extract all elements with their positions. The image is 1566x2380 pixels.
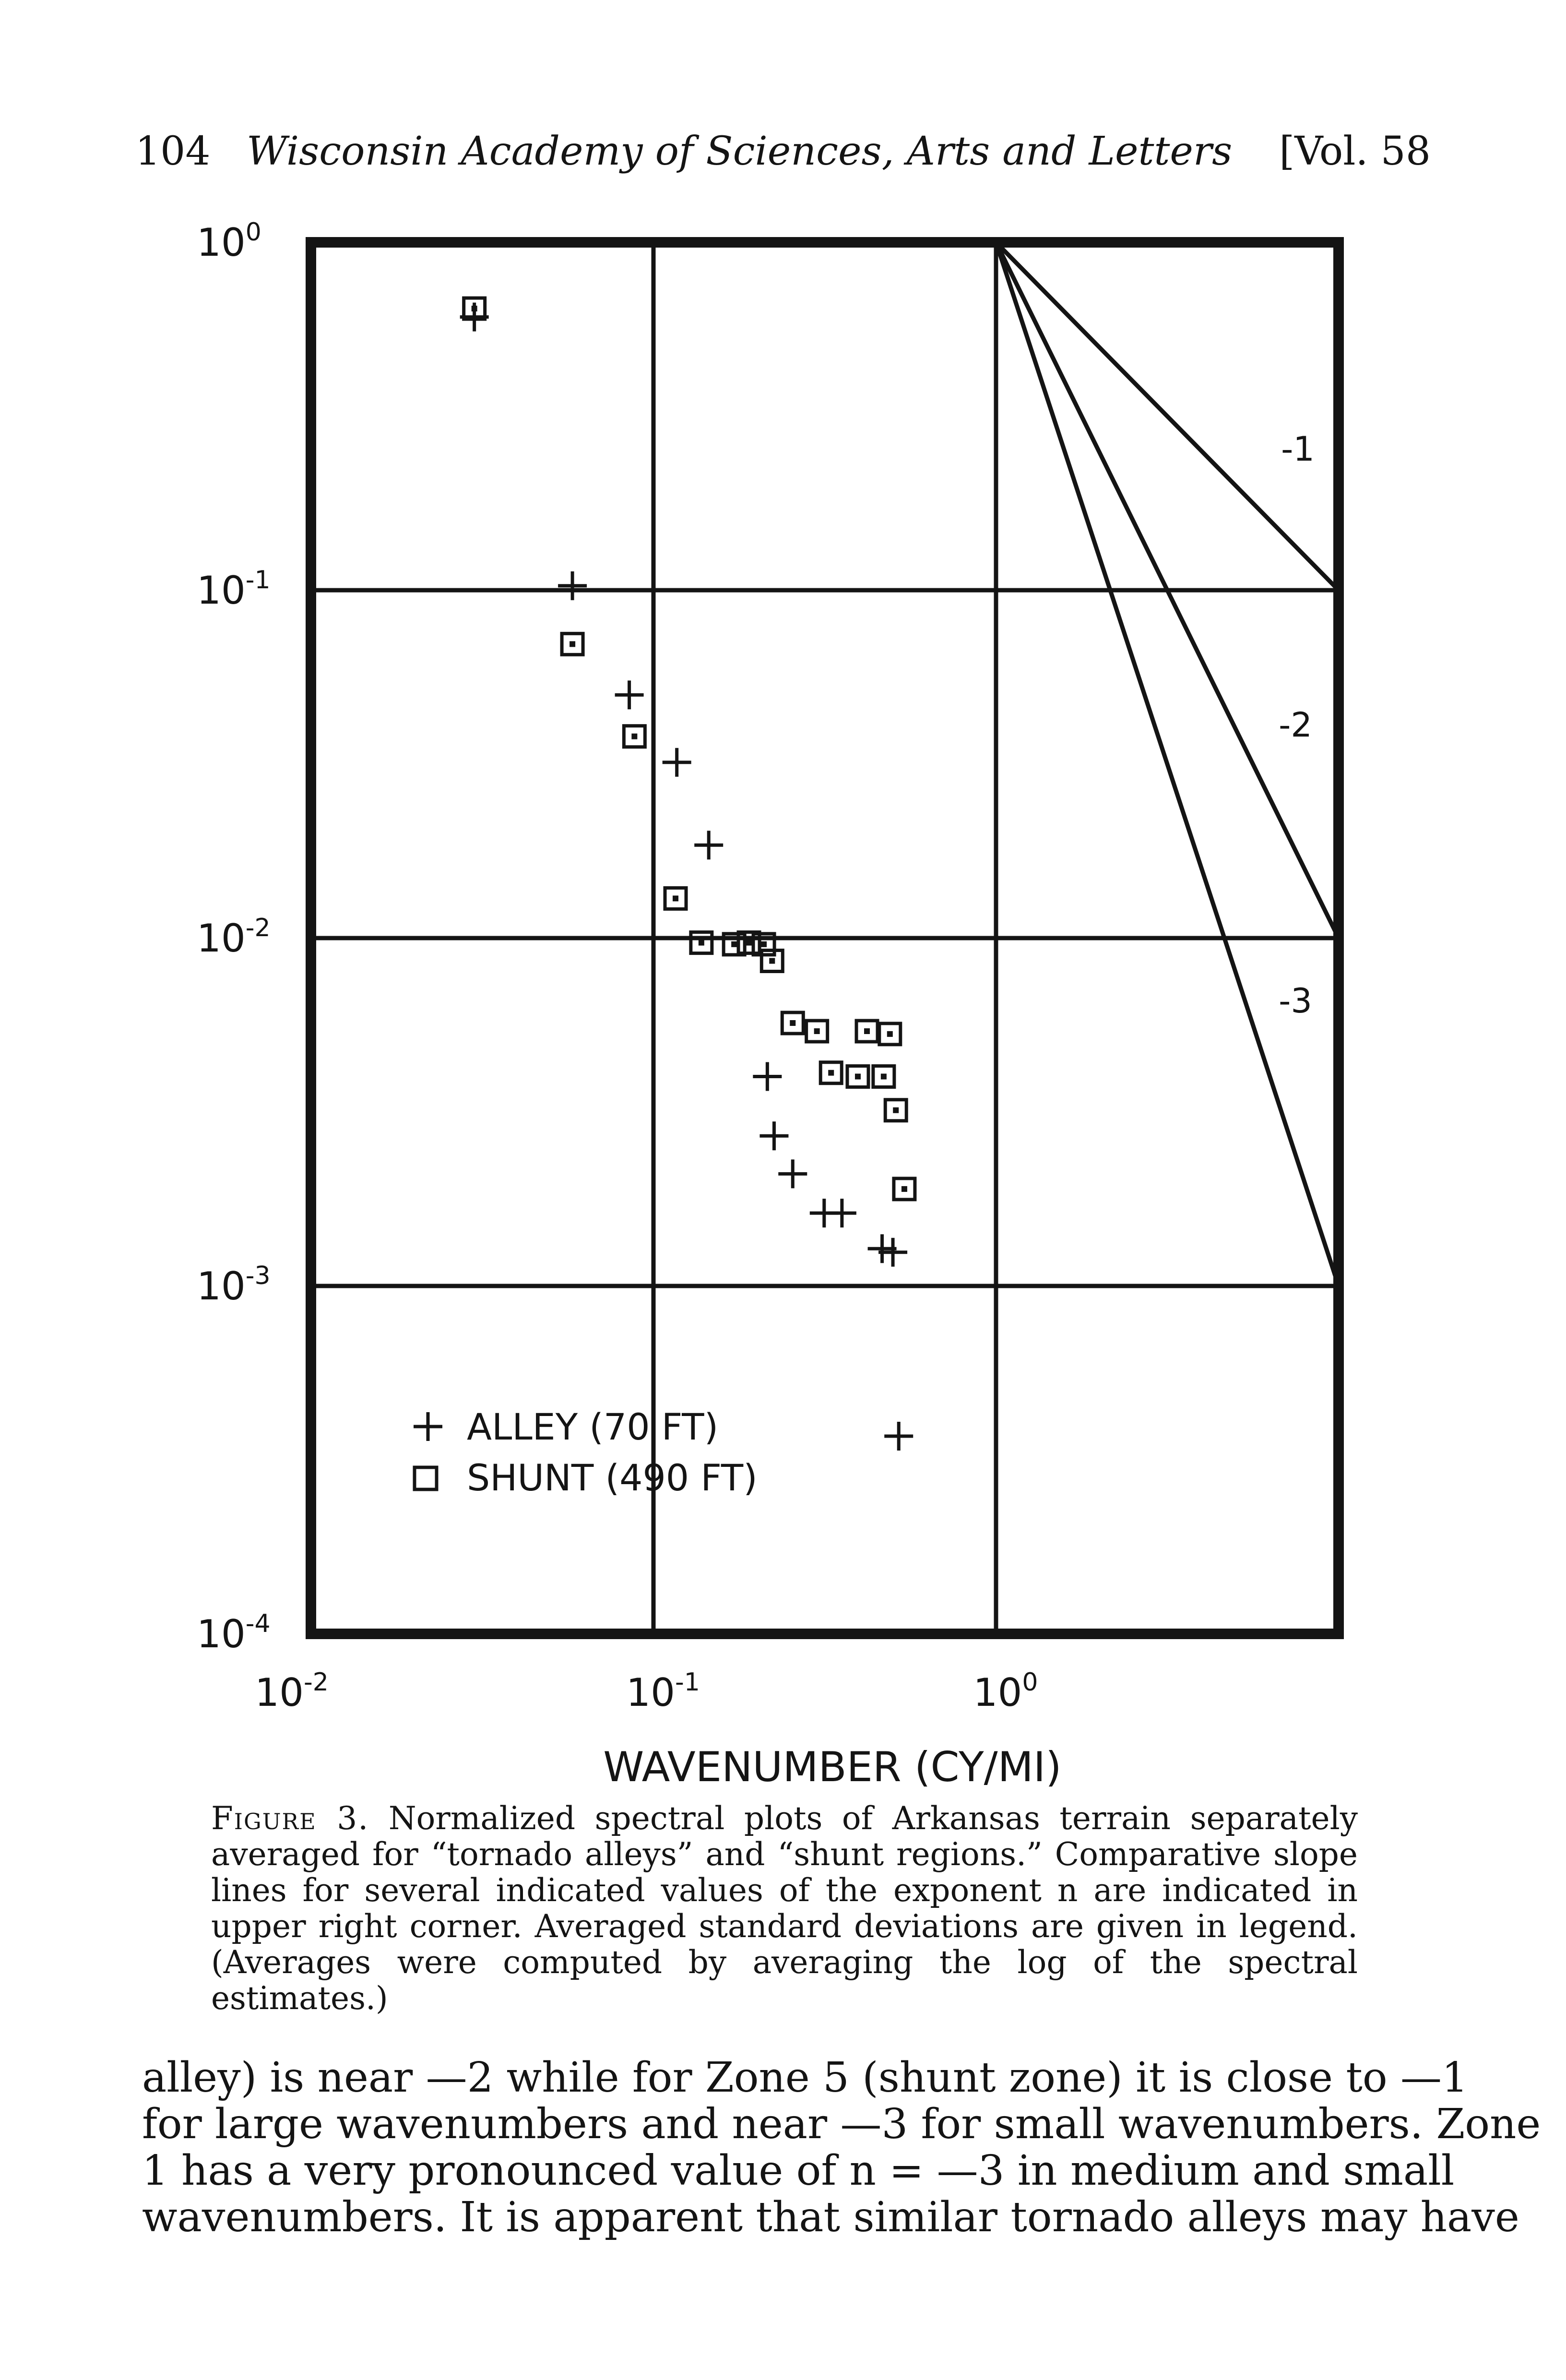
shunt-marker-dot xyxy=(761,941,767,947)
shunt-marker-dot xyxy=(472,306,477,311)
shunt-data-point xyxy=(879,1023,901,1045)
y-tick-label: $10^0$ xyxy=(197,218,261,265)
shunt-marker-dot xyxy=(790,1020,795,1026)
y-tick-label: $10^{-1}$ xyxy=(197,566,271,613)
y-tick-label: $10^{-4}$ xyxy=(197,1609,271,1656)
shunt-data-point xyxy=(807,1021,828,1042)
alley-data-point xyxy=(663,748,691,777)
caption-label: Figure 3. xyxy=(211,1800,369,1837)
y-tick-label: $10^{-3}$ xyxy=(197,1261,271,1309)
x-tick-label: $10^0$ xyxy=(973,1668,1038,1715)
shunt-marker-dot xyxy=(731,941,737,947)
shunt-marker-dot xyxy=(881,1074,887,1080)
data-markers xyxy=(460,298,915,1451)
body-line: alley) is near —2 while for Zone 5 (shunt zone) it is close to —1 xyxy=(142,2054,1468,2102)
slope-line-label: -3 xyxy=(1279,981,1312,1021)
alley-data-point xyxy=(759,1121,788,1150)
journal-title: Wisconsin Academy of Sciences, Arts and Letters xyxy=(247,129,1233,174)
shunt-data-point xyxy=(847,1066,868,1087)
shunt-data-point xyxy=(894,1178,915,1200)
shunt-data-point xyxy=(856,1021,878,1042)
shunt-marker-dot xyxy=(902,1186,907,1192)
alley-data-point xyxy=(778,1159,807,1188)
shunt-marker-dot xyxy=(893,1107,899,1113)
shunt-marker-dot xyxy=(673,895,678,901)
shunt-data-point xyxy=(873,1066,894,1087)
shunt-data-point xyxy=(820,1062,842,1083)
page-number: 104 xyxy=(135,129,211,174)
shunt-marker-dot xyxy=(769,958,775,964)
slope-line-label: -1 xyxy=(1281,429,1315,469)
body-line: wavenumbers. It is apparent that similar tornado alleys may have xyxy=(142,2193,1519,2241)
shunt-marker-dot xyxy=(855,1074,861,1080)
figure-caption xyxy=(211,1800,1358,2016)
alley-data-point xyxy=(753,1062,782,1091)
volume-label: [Vol. 58 xyxy=(1279,129,1431,174)
shunt-marker-dot xyxy=(828,1070,834,1076)
alley-data-point xyxy=(828,1199,856,1227)
shunt-data-point xyxy=(782,1012,803,1034)
shunt-data-point xyxy=(691,932,712,953)
x-tick-label: $10^{-1}$ xyxy=(626,1668,700,1715)
shunt-marker-dot xyxy=(569,641,575,647)
shunt-marker-dot xyxy=(699,940,704,946)
legend-alley-label: ALLEY (70 FT) xyxy=(467,1405,719,1448)
shunt-marker-dot xyxy=(887,1031,893,1037)
shunt-data-point xyxy=(562,633,583,654)
y-tick-label: $10^{-2}$ xyxy=(197,914,271,961)
shunt-marker-dot xyxy=(814,1028,820,1034)
body-line: for large wavenumbers and near —3 for small wavenumbers. Zone xyxy=(142,2100,1541,2148)
shunt-marker-dot xyxy=(746,940,752,946)
legend-shunt-label: SHUNT (490 FT) xyxy=(467,1456,758,1499)
shunt-data-point xyxy=(624,726,645,747)
slope-line-label: -2 xyxy=(1279,705,1312,745)
body-line: 1 has a very pronounced value of n = —3 in medium and small xyxy=(142,2147,1455,2195)
grid-lines xyxy=(311,242,1339,1634)
shunt-data-point xyxy=(885,1100,906,1121)
legend xyxy=(414,1405,758,1499)
shunt-marker-dot xyxy=(631,734,637,739)
shunt-data-point xyxy=(665,888,686,909)
alley-data-point xyxy=(558,571,587,600)
body-paragraph xyxy=(142,2054,1541,2241)
alley-data-point xyxy=(884,1422,913,1451)
x-axis-label: WAVENUMBER (CY/MI) xyxy=(603,1743,1062,1791)
caption-text: Normalized spectral plots of Arkansas terrain separately averaged for “tornado alleys” and “shunt regions.” Comparative slope lines for several indicated values of the exponent n are indicated in upper right corner. Averaged standard deviations are given in legend. (Averages were computed by averaging the log of the spectral estimates.) xyxy=(211,1800,1358,2017)
alley-data-point xyxy=(615,680,644,709)
slope-lines xyxy=(996,242,1339,1286)
slope-line xyxy=(996,242,1339,1286)
shunt-marker-dot xyxy=(864,1028,870,1034)
slope-line xyxy=(996,242,1339,590)
alley-data-point xyxy=(694,831,723,859)
legend-shunt-marker xyxy=(415,1467,437,1489)
x-tick-label: $10^{-2}$ xyxy=(255,1668,329,1715)
